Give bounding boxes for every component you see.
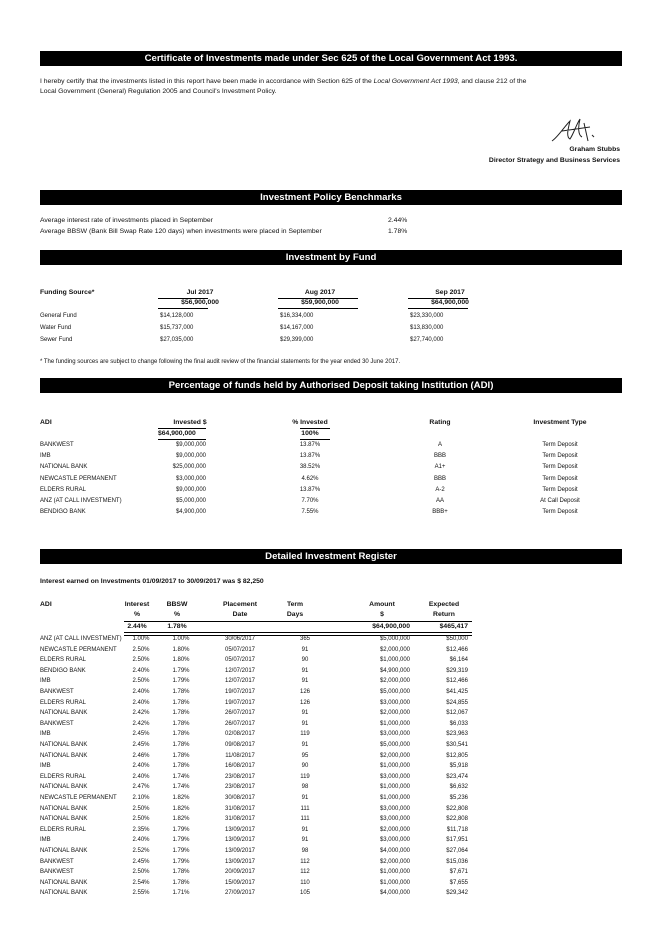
register-cell: 2.40% bbox=[132, 837, 150, 844]
register-cell: $50,000 bbox=[446, 636, 468, 642]
register-cell: 2.45% bbox=[132, 742, 150, 748]
register-cell: 02/08/2017 bbox=[224, 731, 256, 738]
register-cell: 2.50% bbox=[132, 657, 150, 664]
fund-col-label: Funding Source* bbox=[40, 289, 95, 296]
register-cell: 91 bbox=[301, 710, 309, 717]
adi-row-rating: A-2 bbox=[435, 486, 445, 493]
register-cell: 91 bbox=[301, 667, 309, 674]
register-cell: 16/08/2017 bbox=[224, 763, 256, 770]
adi-row-invested: $3,000,000 bbox=[175, 475, 206, 482]
register-cell: 2.42% bbox=[132, 720, 150, 727]
register-cell: ELDERS RURAL bbox=[40, 657, 87, 664]
register-cell: 05/07/2017 bbox=[224, 657, 256, 664]
register-cell: $3,000,000 bbox=[379, 773, 410, 780]
register-cell: 2.47% bbox=[132, 784, 150, 791]
register-cell: 2.45% bbox=[132, 858, 150, 865]
register-cell: $7,671 bbox=[449, 869, 468, 876]
register-cell: 98 bbox=[301, 784, 309, 791]
register-cell: 1.79% bbox=[172, 848, 190, 854]
fund-month-header: Aug 2017 bbox=[304, 289, 336, 296]
signature-image bbox=[548, 115, 598, 145]
register-cell: NEWCASTLE PERMANENT bbox=[40, 646, 117, 653]
register-cell: 2.54% bbox=[132, 879, 150, 886]
register-cell: $4,000,000 bbox=[379, 890, 410, 897]
register-cell: 30/08/2017 bbox=[224, 795, 256, 801]
register-cell: IMB bbox=[40, 763, 51, 770]
register-cell: 2.40% bbox=[132, 667, 150, 674]
register-cell: NATIONAL BANK bbox=[40, 752, 88, 759]
fund-row-name: General Fund bbox=[40, 313, 77, 319]
register-cell: $5,236 bbox=[449, 795, 468, 801]
adi-header-type: Investment Type bbox=[533, 419, 587, 426]
register-cell: 111 bbox=[300, 805, 310, 812]
register-cell: 2.46% bbox=[132, 752, 150, 759]
adi-row-name: ANZ (AT CALL INVESTMENT) bbox=[40, 498, 122, 504]
register-cell: 2.50% bbox=[132, 646, 150, 653]
register-subheader: Days bbox=[286, 611, 304, 618]
adi-row-type: Term Deposit bbox=[542, 486, 578, 493]
register-cell: 31/08/2017 bbox=[224, 805, 256, 812]
register-cell: 1.78% bbox=[172, 879, 190, 886]
register-cell: BANKWEST bbox=[40, 858, 74, 865]
register-cell: 2.52% bbox=[132, 848, 150, 854]
register-cell: $4,900,000 bbox=[379, 667, 410, 674]
register-cell: NATIONAL BANK bbox=[40, 890, 88, 897]
adi-row-name: BENDIGO BANK bbox=[40, 509, 86, 516]
benchmarks-title: Investment Policy Benchmarks bbox=[40, 190, 622, 205]
adi-row-pct: 4.62% bbox=[301, 475, 319, 482]
adi-row-pct: 7.70% bbox=[301, 498, 319, 504]
register-cell: $11,718 bbox=[446, 826, 468, 833]
register-cell: $2,000,000 bbox=[379, 858, 410, 865]
register-cell: 1.79% bbox=[172, 678, 190, 685]
adi-row-type: Term Deposit bbox=[542, 509, 578, 516]
register-cell: 19/07/2017 bbox=[224, 689, 256, 695]
fund-title: Investment by Fund bbox=[40, 250, 622, 265]
register-cell: $30,541 bbox=[446, 742, 468, 748]
adi-row-rating: BBB+ bbox=[432, 509, 448, 516]
register-cell: $1,000,000 bbox=[379, 720, 410, 727]
register-avg-bbsw: 1.78% bbox=[167, 623, 187, 630]
register-cell: 05/07/2017 bbox=[224, 646, 256, 653]
fund-total-underline bbox=[158, 308, 208, 309]
register-cell: 90 bbox=[301, 763, 309, 770]
benchmark-value: 1.78% bbox=[388, 228, 408, 235]
fund-total-underline bbox=[408, 308, 468, 309]
register-cell: $2,000,000 bbox=[379, 710, 410, 717]
fund-month-header: Sep 2017 bbox=[435, 289, 465, 296]
register-cell: $3,000,000 bbox=[379, 699, 410, 706]
register-subheader: % bbox=[133, 611, 141, 618]
register-cell: $27,064 bbox=[446, 848, 468, 854]
adi-row-invested: $4,900,000 bbox=[175, 509, 206, 516]
register-cell: 23/08/2017 bbox=[224, 784, 256, 791]
register-cell: 2.42% bbox=[132, 710, 150, 717]
register-subheader: Date bbox=[232, 611, 248, 618]
certificate-paragraph bbox=[40, 77, 630, 97]
register-cell: 2.40% bbox=[132, 689, 150, 695]
fund-row-value: $16,334,000 bbox=[280, 313, 314, 319]
register-cell: 1.74% bbox=[172, 784, 190, 791]
signer-name: Graham Stubbs bbox=[569, 146, 620, 153]
fund-total: $56,900,000 bbox=[181, 299, 219, 306]
register-cell: 1.78% bbox=[172, 699, 190, 706]
register-cell: $1,000,000 bbox=[379, 869, 410, 876]
register-cell: 1.00% bbox=[132, 636, 150, 642]
register-cell: $5,000,000 bbox=[379, 636, 410, 642]
register-cell: 13/09/2017 bbox=[224, 837, 256, 844]
register-cell: $17,951 bbox=[446, 837, 468, 844]
register-cell: 1.82% bbox=[172, 795, 190, 801]
fund-row-value: $14,128,000 bbox=[160, 313, 194, 319]
register-cell: 91 bbox=[301, 795, 309, 801]
register-cell: $24,855 bbox=[446, 699, 468, 706]
register-cell: 1.78% bbox=[172, 869, 190, 876]
adi-row-invested: $9,000,000 bbox=[175, 442, 206, 448]
register-cell: NATIONAL BANK bbox=[40, 848, 88, 854]
register-cell: NATIONAL BANK bbox=[40, 879, 88, 886]
adi-row-type: At Call Deposit bbox=[540, 498, 580, 504]
register-cell: 26/07/2017 bbox=[224, 720, 256, 727]
register-cell: $2,000,000 bbox=[379, 646, 410, 653]
adi-row-name: NATIONAL BANK bbox=[40, 464, 88, 471]
adi-row-rating: BBB bbox=[433, 453, 446, 460]
register-cell: 1.78% bbox=[172, 752, 190, 759]
register-cell: $1,000,000 bbox=[379, 879, 410, 886]
register-cell: BANKWEST bbox=[40, 869, 74, 876]
register-cell: 13/09/2017 bbox=[224, 848, 256, 854]
adi-row-type: Term Deposit bbox=[542, 442, 578, 448]
register-cell: $2,000,000 bbox=[379, 826, 410, 833]
adi-row-rating: BBB bbox=[433, 475, 446, 482]
register-cell: $22,808 bbox=[446, 805, 468, 812]
register-cell: 20/09/2017 bbox=[224, 869, 256, 876]
register-cell: 1.79% bbox=[172, 837, 190, 844]
register-cell: $22,808 bbox=[446, 816, 468, 823]
register-header: ADI bbox=[40, 601, 52, 608]
register-cell: 91 bbox=[301, 678, 309, 685]
register-cell: 91 bbox=[301, 826, 309, 833]
adi-header-rating: Rating bbox=[429, 419, 451, 426]
register-cell: 2.40% bbox=[132, 773, 150, 780]
register-cell: $1,000,000 bbox=[379, 763, 410, 770]
register-cell: 91 bbox=[301, 646, 309, 653]
register-total-return: $465,417 bbox=[439, 623, 468, 630]
register-cell: 27/09/2017 bbox=[224, 890, 256, 897]
adi-title: Percentage of funds held by Authorised Deposit taking Institution (ADI) bbox=[40, 378, 622, 393]
register-cell: $5,000,000 bbox=[379, 689, 410, 695]
register-cell: 1.80% bbox=[172, 657, 190, 664]
register-cell: 12/07/2017 bbox=[224, 678, 256, 685]
benchmark-label: Average interest rate of investments placed in September bbox=[40, 217, 213, 224]
register-cell: $29,342 bbox=[446, 890, 468, 897]
register-cell: $4,000,000 bbox=[379, 848, 410, 854]
register-cell: 1.80% bbox=[172, 646, 190, 653]
fund-row-value: $13,830,000 bbox=[410, 325, 444, 331]
register-cell: 11/08/2017 bbox=[225, 752, 255, 759]
register-cell: 13/09/2017 bbox=[224, 826, 256, 833]
register-cell: 111 bbox=[300, 816, 310, 823]
fund-row-value: $15,737,000 bbox=[160, 325, 194, 331]
register-cell: 09/08/2017 bbox=[224, 742, 256, 748]
register-cell: 98 bbox=[301, 848, 309, 854]
certificate-text-a: I hereby certify that the investments listed in this report have been made in accordance with Section 625 of the bbox=[40, 78, 372, 85]
register-subheader: % bbox=[173, 611, 181, 618]
register-cell: $12,805 bbox=[446, 752, 468, 759]
register-title: Detailed Investment Register bbox=[40, 549, 622, 564]
register-cell: 126 bbox=[299, 689, 310, 695]
register-cell: 13/09/2017 bbox=[224, 858, 256, 865]
adi-header-adi: ADI bbox=[40, 419, 52, 426]
register-cell: $23,474 bbox=[446, 773, 468, 780]
adi-row-name: ELDERS RURAL bbox=[40, 486, 87, 493]
certificate-text-c: Local Government (General) Regulation 2005 and Council's Investment Policy. bbox=[40, 88, 277, 95]
register-cell: 2.40% bbox=[132, 763, 150, 770]
register-cell: 19/07/2017 bbox=[224, 699, 256, 706]
adi-header-pct: % Invested bbox=[292, 419, 328, 426]
register-cell: BENDIGO BANK bbox=[40, 667, 86, 674]
register-cell: $7,655 bbox=[449, 879, 468, 886]
register-avg-interest: 2.44% bbox=[127, 623, 147, 630]
register-cell: 365 bbox=[299, 636, 310, 642]
register-cell: NATIONAL BANK bbox=[40, 742, 88, 748]
register-cell: $1,000,000 bbox=[379, 784, 410, 791]
adi-row-pct: 13.87% bbox=[299, 453, 321, 460]
adi-row-type: Term Deposit bbox=[542, 475, 578, 482]
register-cell: 2.40% bbox=[132, 699, 150, 706]
register-cell: 119 bbox=[300, 773, 310, 780]
register-header: Term bbox=[286, 601, 304, 608]
adi-row-invested: $9,000,000 bbox=[175, 486, 206, 493]
register-cell: $3,000,000 bbox=[379, 837, 410, 844]
adi-row-invested: $9,000,000 bbox=[175, 453, 206, 460]
register-cell: ANZ (AT CALL INVESTMENT) bbox=[40, 636, 122, 642]
register-cell: 15/09/2017 bbox=[224, 879, 256, 886]
register-header: Expected bbox=[428, 601, 460, 608]
register-cell: 31/08/2017 bbox=[224, 816, 256, 823]
fund-total: $64,900,000 bbox=[431, 299, 469, 306]
register-cell: 2.35% bbox=[132, 826, 150, 833]
fund-total-underline bbox=[278, 308, 358, 309]
adi-row-name: NEWCASTLE PERMANENT bbox=[40, 475, 117, 482]
adi-row-rating: A bbox=[437, 442, 442, 448]
fund-row-value: $23,330,000 bbox=[410, 313, 444, 319]
certificate-title: Certificate of Investments made under Sec 625 of the Local Government Act 1993. bbox=[40, 51, 622, 66]
fund-row-value: $27,035,000 bbox=[160, 337, 194, 343]
fund-row-value: $14,167,000 bbox=[280, 325, 314, 331]
adi-row-invested: $5,000,000 bbox=[175, 498, 206, 504]
register-cell: 112 bbox=[300, 858, 310, 865]
register-cell: 105 bbox=[299, 890, 310, 897]
register-cell: 2.50% bbox=[132, 869, 150, 876]
register-cell: 2.10% bbox=[132, 795, 150, 801]
register-header: BBSW bbox=[166, 601, 188, 608]
register-cell: 2.45% bbox=[132, 731, 150, 738]
register-cell: $12,466 bbox=[446, 678, 468, 685]
register-cell: NATIONAL BANK bbox=[40, 710, 88, 717]
register-cell: 1.78% bbox=[172, 763, 190, 770]
register-cell: BANKWEST bbox=[40, 720, 74, 727]
adi-row-rating: A1+ bbox=[434, 464, 446, 471]
fund-month-header: Jul 2017 bbox=[186, 289, 214, 296]
register-cell: ELDERS RURAL bbox=[40, 699, 87, 706]
adi-row-pct: 13.87% bbox=[299, 486, 321, 493]
register-cell: 1.82% bbox=[172, 805, 190, 812]
register-header: Placement bbox=[222, 601, 257, 608]
register-cell: 30/06/2017 bbox=[224, 636, 256, 642]
register-cell: 110 bbox=[300, 879, 310, 886]
register-cell: $2,000,000 bbox=[379, 752, 410, 759]
register-subtitle: Interest earned on Investments 01/09/2017 to 30/09/2017 was $ 82,250 bbox=[40, 578, 264, 585]
adi-row-pct: 13.87% bbox=[299, 442, 321, 448]
benchmark-label: Average BBSW (Bank Bill Swap Rate 120 days) when investments were placed in September bbox=[40, 228, 322, 235]
adi-total-pct: 100% bbox=[301, 430, 319, 437]
register-cell: 1.79% bbox=[172, 858, 190, 865]
register-cell: 26/07/2017 bbox=[224, 710, 256, 717]
register-cell: $5,000,000 bbox=[379, 742, 410, 748]
register-cell: 112 bbox=[300, 869, 310, 876]
register-cell: 23/08/2017 bbox=[224, 773, 256, 780]
register-cell: $23,963 bbox=[446, 731, 468, 738]
register-cell: 2.50% bbox=[132, 805, 150, 812]
fund-row-value: $29,399,000 bbox=[280, 337, 314, 343]
register-cell: BANKWEST bbox=[40, 689, 74, 695]
register-cell: IMB bbox=[40, 678, 51, 685]
adi-row-rating: AA bbox=[435, 498, 444, 504]
register-cell: 91 bbox=[301, 720, 309, 727]
register-cell: IMB bbox=[40, 731, 51, 738]
register-cell: ELDERS RURAL bbox=[40, 826, 87, 833]
register-cell: NATIONAL BANK bbox=[40, 784, 88, 791]
fund-row-value: $27,740,000 bbox=[410, 337, 444, 343]
register-cell: 2.50% bbox=[132, 678, 150, 685]
adi-row-invested: $25,000,000 bbox=[172, 464, 206, 471]
register-cell: ELDERS RURAL bbox=[40, 773, 87, 780]
register-cell: $3,000,000 bbox=[379, 731, 410, 738]
register-cell: IMB bbox=[40, 837, 51, 844]
register-cell: $12,067 bbox=[446, 710, 468, 717]
register-cell: $6,033 bbox=[449, 720, 468, 727]
register-cell: $41,425 bbox=[446, 689, 468, 695]
register-cell: 119 bbox=[300, 731, 310, 738]
register-cell: 2.55% bbox=[132, 890, 150, 897]
register-cell: NATIONAL BANK bbox=[40, 816, 88, 823]
register-cell: 90 bbox=[301, 657, 309, 664]
register-cell: $15,036 bbox=[446, 858, 468, 865]
adi-row-name: IMB bbox=[40, 453, 51, 460]
register-cell: 1.00% bbox=[172, 636, 190, 642]
register-cell: $12,466 bbox=[446, 646, 468, 653]
register-cell: $1,000,000 bbox=[379, 795, 410, 801]
register-cell: $5,918 bbox=[449, 763, 468, 770]
register-cell: 1.71% bbox=[172, 890, 190, 897]
register-cell: $2,000,000 bbox=[379, 678, 410, 685]
register-cell: 1.78% bbox=[172, 689, 190, 695]
register-cell: $1,000,000 bbox=[379, 657, 410, 664]
register-cell: $3,000,000 bbox=[379, 816, 410, 823]
register-cell: 95 bbox=[301, 752, 309, 759]
register-cell: 1.78% bbox=[172, 710, 190, 717]
adi-total-invested: $64,900,000 bbox=[158, 430, 196, 437]
register-cell: $6,632 bbox=[449, 784, 468, 791]
signer-title: Director Strategy and Business Services bbox=[488, 157, 620, 164]
register-cell: 12/07/2017 bbox=[224, 667, 256, 674]
certificate-act-name: Local Government Act 1993 bbox=[373, 78, 458, 85]
register-cell: $3,000,000 bbox=[379, 805, 410, 812]
adi-header-invested: Invested $ bbox=[173, 419, 207, 426]
register-cell: NEWCASTLE PERMANENT bbox=[40, 795, 117, 801]
register-cell: $6,164 bbox=[449, 657, 468, 664]
fund-row-name: Water Fund bbox=[40, 325, 72, 331]
register-cell: 1.78% bbox=[172, 742, 190, 748]
register-cell: 1.78% bbox=[172, 731, 190, 738]
register-cell: 1.79% bbox=[172, 826, 190, 833]
adi-row-type: Term Deposit bbox=[542, 453, 578, 460]
fund-note: * The funding sources are subject to change following the final audit review of the financial statements for the year ended 30 June 2017. bbox=[40, 359, 401, 365]
register-subheader: Return bbox=[433, 611, 455, 618]
fund-total: $59,900,000 bbox=[301, 299, 339, 306]
adi-row-pct: 38.52% bbox=[299, 464, 321, 471]
register-header: Interest bbox=[124, 601, 150, 608]
register-cell: NATIONAL BANK bbox=[40, 805, 88, 812]
register-subheader: $ bbox=[380, 611, 384, 618]
register-cell: 126 bbox=[299, 699, 310, 706]
adi-row-type: Term Deposit bbox=[542, 464, 578, 471]
adi-row-name: BANKWEST bbox=[40, 442, 74, 448]
register-cell: 1.79% bbox=[172, 667, 190, 674]
fund-row-name: Sewer Fund bbox=[40, 337, 73, 343]
register-cell: 91 bbox=[301, 742, 309, 748]
register-cell: 1.74% bbox=[172, 773, 190, 780]
register-total-amount: $64,900,000 bbox=[372, 623, 410, 630]
register-cell: 91 bbox=[301, 837, 309, 844]
certificate-text-b: , and clause 212 of the bbox=[457, 78, 527, 85]
register-cell: 1.78% bbox=[172, 720, 190, 727]
register-cell: 1.82% bbox=[172, 816, 190, 823]
register-cell: 2.50% bbox=[132, 816, 150, 823]
benchmark-value: 2.44% bbox=[388, 217, 408, 224]
register-header: Amount bbox=[369, 601, 395, 608]
adi-row-pct: 7.55% bbox=[301, 509, 319, 516]
register-cell: $29,319 bbox=[446, 667, 468, 674]
